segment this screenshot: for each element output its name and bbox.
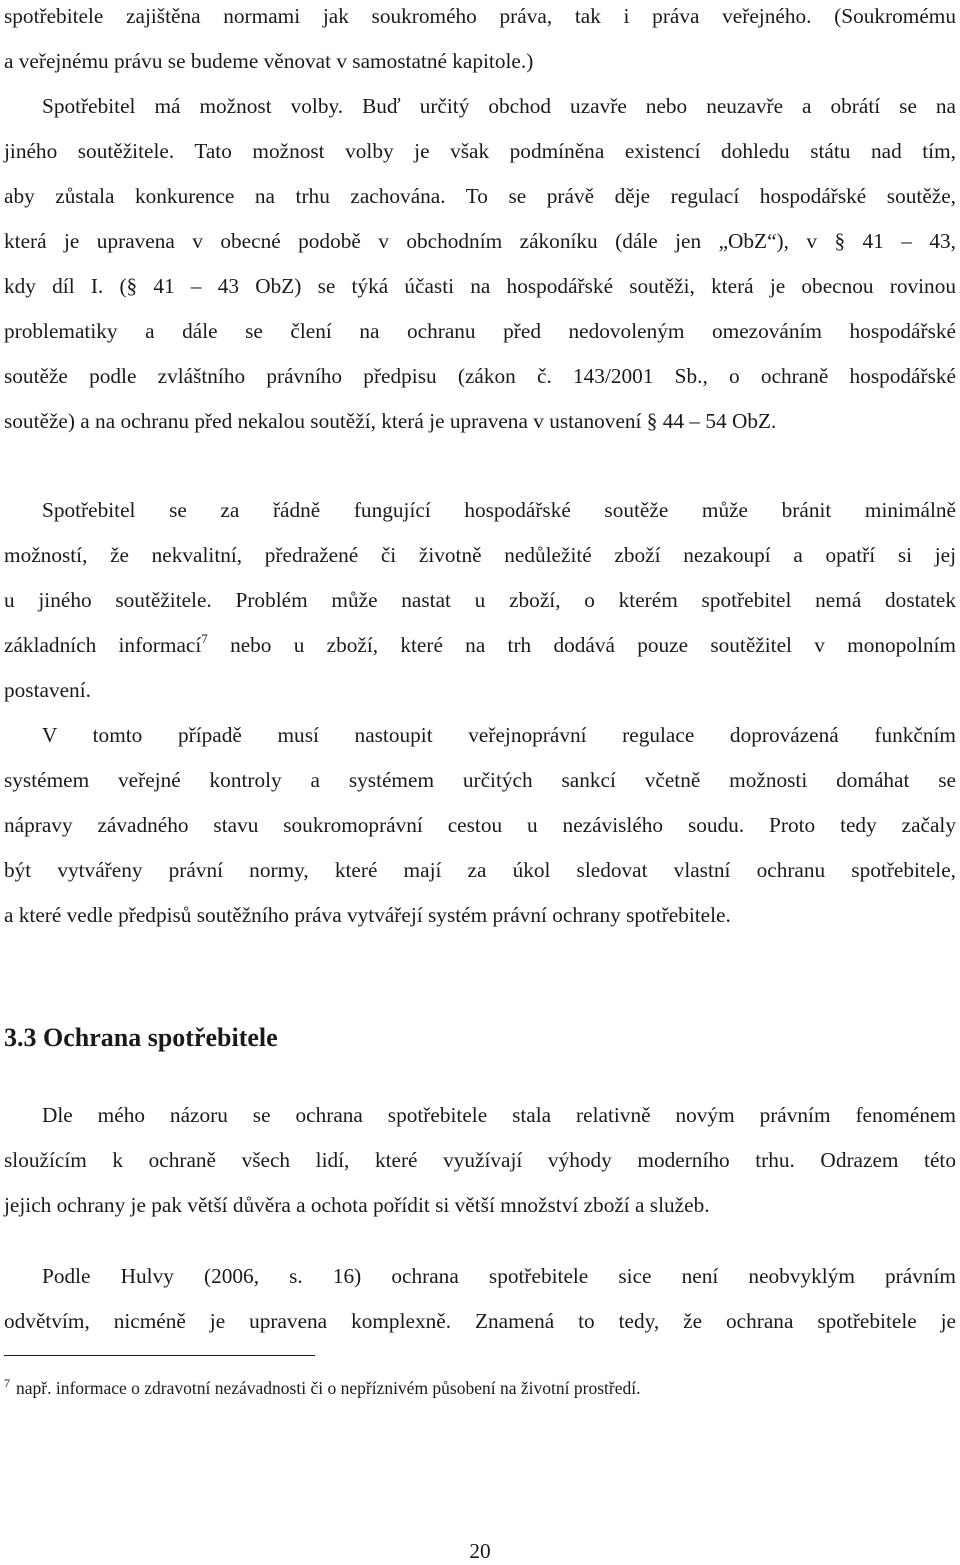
text-line [4, 631, 956, 659]
footnote [4, 1371, 640, 1400]
footnote-divider [4, 1355, 315, 1356]
text-line: která je upravena v obecné podobě v obchodním zákoníku (dále jen „ObZ“), v § 41 – 43, [4, 229, 956, 253]
text-line: sloužícím k ochraně všech lidí, které využívají výhody moderního trhu. Odrazem této [4, 1148, 956, 1172]
text-line: kdy díl I. (§ 41 – 43 ObZ) se týká účasti na hospodářské soutěži, která je obecnou rovinou [4, 274, 956, 298]
text-line: a které vedle předpisů soutěžního práva vytvářejí systém právní ochrany spotřebitele. [4, 903, 731, 927]
text-line: jejich ochrany je pak větší důvěra a ochota pořídit si větší množství zboží a služeb. [4, 1193, 710, 1217]
text-line: u jiného soutěžitele. Problém může nastat u zboží, o kterém spotřebitel nemá dostatek [4, 588, 956, 612]
text-line: možností, že nekvalitní, předražené či životně nedůležité zboží nezakoupí a opatří si jej [4, 543, 956, 567]
footnote-reference[interactable]: 7 [201, 631, 208, 646]
text-line: systémem veřejné kontroly a systémem určitých sankcí včetně možnosti domáhat se [4, 768, 956, 792]
text-line: Spotřebitel má možnost volby. Buď určitý obchod uzavře nebo neuzavře a obrátí se na [42, 94, 956, 118]
text-line: odvětvím, nicméně je upravena komplexně. Znamená to tedy, že ochrana spotřebitele je [4, 1309, 956, 1333]
text-line: aby zůstala konkurence na trhu zachována. To se právě děje regulací hospodářské soutěže, [4, 184, 956, 208]
text-fragment: základních informací [4, 633, 202, 657]
text-fragment: nebo u zboží, které na trh dodává pouze soutěžitel v monopolním [207, 633, 956, 657]
text-line: nápravy závadného stavu soukromoprávní cestou u nezávislého soudu. Proto tedy začaly [4, 813, 956, 837]
text-line: V tomto případě musí nastoupit veřejnoprávní regulace doprovázená funkčním [42, 723, 956, 747]
text-line: být vytvářeny právní normy, které mají za úkol sledovat vlastní ochranu spotřebitele, [4, 858, 956, 882]
footnote-text: např. informace o zdravotní nezávadnosti či o nepříznivém působení na životní prostředí. [16, 1378, 641, 1398]
text-line: problematiky a dále se člení na ochranu před nedovoleným omezováním hospodářské [4, 319, 956, 343]
text-line: Spotřebitel se za řádně fungující hospodářské soutěže může bránit minimálně [42, 498, 956, 522]
text-line: jiného soutěžitele. Tato možnost volby je však podmíněna existencí dohledu státu nad tím, [4, 139, 956, 163]
document-page [4, 0, 956, 1561]
page-number: 20 [469, 1539, 491, 1563]
text-line: Podle Hulvy (2006, s. 16) ochrana spotřebitele sice není neobvyklým právním [42, 1264, 956, 1288]
text-line: a veřejnému právu se budeme věnovat v samostatné kapitole.) [4, 49, 534, 73]
text-line: postavení. [4, 678, 91, 702]
footnote-mark: 7 [4, 1376, 10, 1390]
text-line: soutěže) a na ochranu před nekalou soutěží, která je upravena v ustanovení § 44 – 54 ObZ. [4, 409, 777, 433]
text-line: soutěže podle zvláštního právního předpisu (zákon č. 143/2001 Sb., o ochraně hospodářské [4, 364, 956, 388]
section-heading: 3.3 Ochrana spotřebitele [4, 1023, 278, 1052]
text-line: spotřebitele zajištěna normami jak soukromého práva, tak i práva veřejného. (Soukromému [4, 4, 956, 28]
text-line: Dle mého názoru se ochrana spotřebitele stala relativně novým právním fenoménem [42, 1103, 956, 1127]
